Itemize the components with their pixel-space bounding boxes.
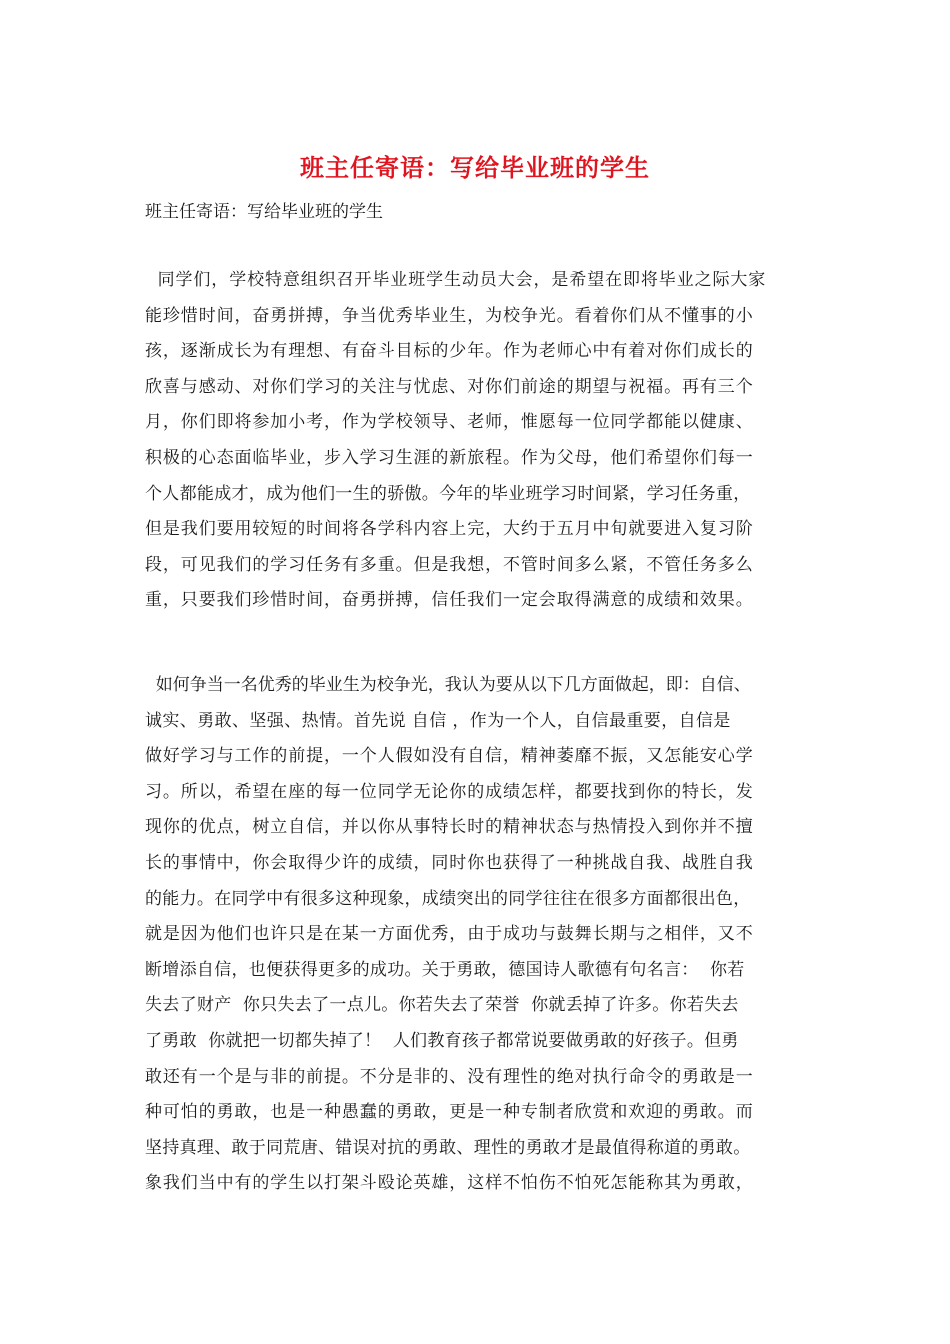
paragraph-line: 象我们当中有的学生以打架斗殴论英雄，这样不怕伤不怕死怎能称其为勇敢， [145,1173,754,1194]
paragraph-line: 敢还有一个是与非的前提。不分是非的、没有理性的绝对执行命令的勇敢是一 [145,1066,754,1087]
paragraph-line: 月，你们即将参加小考，作为学校领导、老师，惟愿每一位同学都能以健康、 [145,412,754,433]
paragraph-line: 坚持真理、敢于同荒唐、错误对抗的勇敢、理性的勇敢才是最值得称道的勇敢。 [145,1137,751,1158]
paragraph-line: 能珍惜时间，奋勇拼搏，争当优秀毕业生，为校争光。看着你们从不懂事的小 [145,305,754,326]
paragraph-line: 了勇敢 你就把一切都失掉了！ 人们教育孩子都常说要做勇敢的好孩子。但勇 [145,1030,739,1051]
paragraph-line: 的能力。在同学中有很多这种现象，成绩突出的同学往往在很多方面都很出色， [145,888,751,909]
paragraph-line: 但是我们要用较短的时间将各学科内容上完，大约于五月中旬就要进入复习阶 [145,519,754,540]
paragraph-line: 个人都能成才，成为他们一生的骄傲。今年的毕业班学习时间紧，学习任务重， [145,483,751,504]
document-subtitle: 班主任寄语：写给毕业班的学生 [145,202,383,222]
paragraph-line: 欣喜与感动、对你们学习的关注与忧虑、对你们前途的期望与祝福。再有三个 [145,376,754,397]
paragraph-line: 现你的优点，树立自信，并以你从事特长时的精神状态与热情投入到你并不擅 [145,817,754,838]
paragraph-line: 同学们，学校特意组织召开毕业班学生动员大会，是希望在即将毕业之际大家 [145,270,767,290]
paragraph-line: 重，只要我们珍惜时间，奋勇拼搏，信任我们一定会取得满意的成绩和效果。 [145,590,754,611]
paragraph-line: 失去了财产 你只失去了一点儿。你若失去了荣誉 你就丢掉了许多。你若失去 [145,995,739,1016]
paragraph-line: 段，可见我们的学习任务有多重。但是我想，不管时间多么紧，不管任务多么 [145,554,754,575]
paragraph-line: 就是因为他们也许只是在某一方面优秀，由于成功与鼓舞长期与之相伴，又不 [145,924,754,945]
paragraph-1 [145,263,835,619]
paragraph-line: 孩，逐渐成长为有理想、有奋斗目标的少年。作为老师心中有着对你们成长的 [145,341,754,362]
paragraph-line: 诚实、勇敢、坚强、热情。首先说 自信 ，作为一个人，自信最重要，自信是 [145,710,731,731]
paragraph-line: 积极的心态面临毕业，步入学习生涯的新旅程。作为父母，他们希望你们每一 [145,447,754,468]
paragraph-line: 断增添自信，也便获得更多的成功。关于勇敢，德国诗人歌德有句名言： 你若 [145,959,745,980]
document-title: 班主任寄语：写给毕业班的学生 [300,153,650,182]
paragraph-line: 习。所以，希望在座的每一位同学无论你的成绩怎样，都要找到你的特长，发 [145,781,754,802]
paragraph-line: 做好学习与工作的前提，一个人假如没有自信，精神萎靡不振，又怎能安心学 [145,746,754,767]
paragraph-line: 长的事情中，你会取得少许的成绩，同时你也获得了一种挑战自我、战胜自我 [145,852,754,873]
paragraph-2 [145,668,835,1202]
paragraph-line: 种可怕的勇敢，也是一种愚蠢的勇敢，更是一种专制者欣赏和欢迎的勇敢。而 [145,1102,754,1123]
paragraph-line: 如何争当一名优秀的毕业生为校争光，我认为要从以下几方面做起，即：自信、 [145,675,751,695]
